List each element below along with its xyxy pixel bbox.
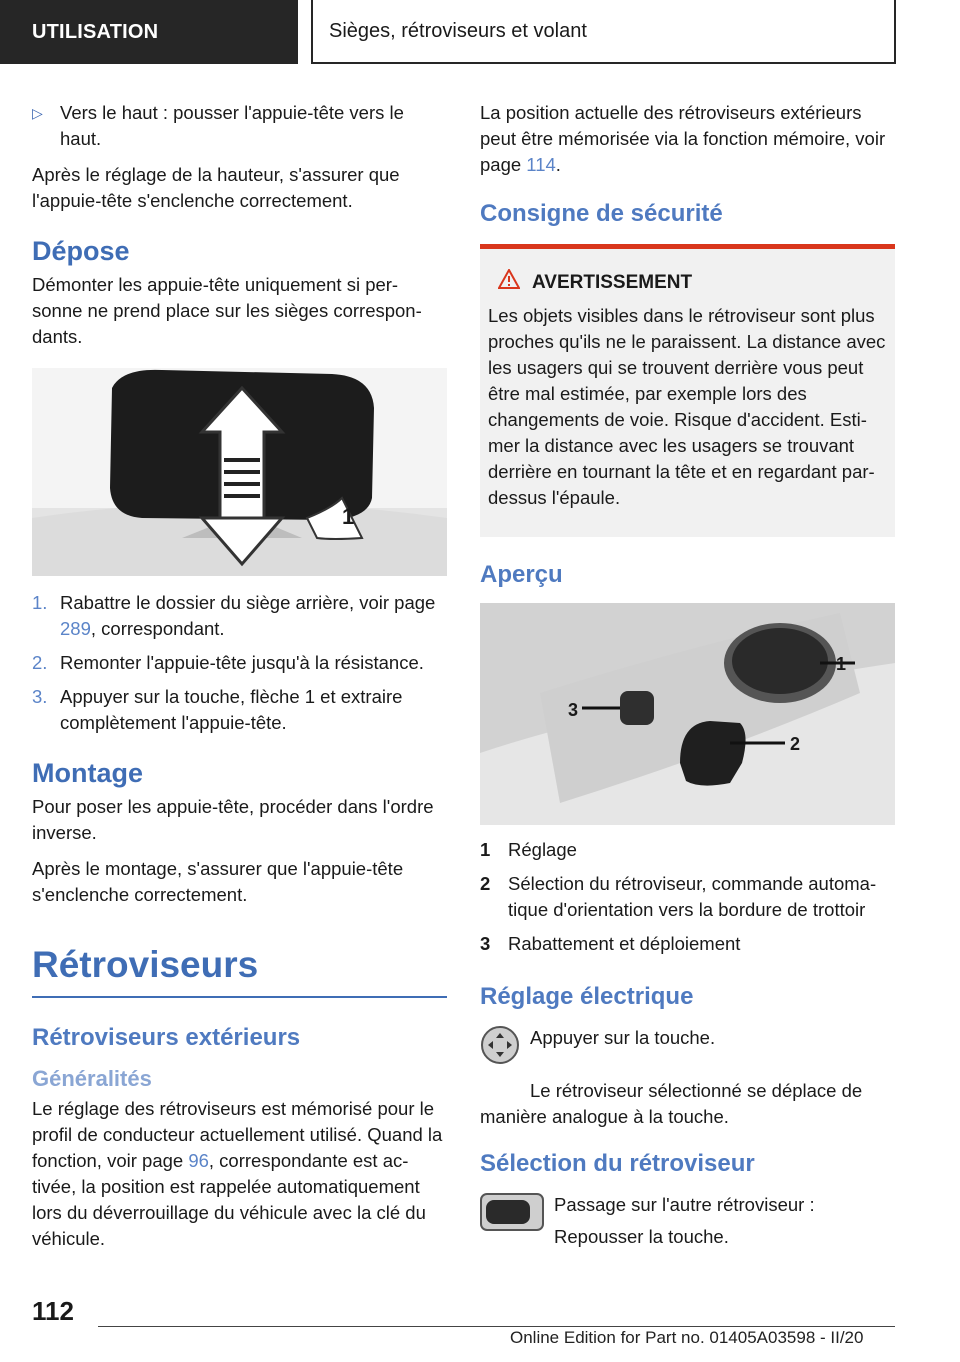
legend-list	[480, 837, 895, 957]
warning-title: AVERTISSEMENT	[532, 272, 693, 293]
reglage-step-1: Appuyer sur la touche.	[530, 1027, 716, 1048]
page-number: 112	[32, 1296, 74, 1326]
depose-text: Démonter les appuie-tête uniquement si per- sonne ne prend place sur les sièges correspon- dants.	[32, 274, 422, 347]
mirror-controls-illustration	[480, 603, 895, 825]
headrest-image	[32, 368, 447, 576]
heading-apercu: Aperçu	[480, 561, 563, 588]
list-item: 1 Réglage	[480, 839, 577, 860]
heading-montage: Montage	[32, 758, 143, 788]
montage-text-2: Après le montage, s'assurer que l'appuie-tête s'enclenche correctement.	[32, 858, 404, 905]
heading-selection: Sélection du rétroviseur	[480, 1150, 755, 1177]
list-item: 2. Remonter l'appuie-tête jusqu'à la résistance.	[32, 652, 424, 673]
generalites-text: Le réglage des rétroviseurs est mémorisé pour le profil de conducteur actuellement utilisé. Quand la fonction, voir page 96, correspondante est ac- tivée, la position est rappelée automatiquement lors du déverrouillage du véhicule avec la clé du véhicule.	[32, 1098, 443, 1249]
callout-3: 3	[568, 700, 579, 720]
memory-text: La position actuelle des rétroviseurs extérieurs peut être mémorisée via la fonction mémoire, voir page 114.	[480, 102, 886, 175]
headrest-callout-1: 1	[342, 504, 355, 529]
footer-divider	[98, 1326, 895, 1327]
page-link[interactable]: 289	[60, 618, 91, 639]
page-link[interactable]: 96	[188, 1150, 209, 1171]
bullet-item	[32, 100, 447, 152]
left-column	[32, 100, 447, 1262]
selection-step-1: Passage sur l'autre rétroviseur :	[554, 1194, 815, 1215]
page-link[interactable]: 114	[526, 154, 556, 175]
heading-retro-ext: Rétroviseurs extérieurs	[32, 1024, 301, 1051]
list-item: 1. Rabattre le dossier du siège arrière, voir page 289, correspondant.	[32, 592, 436, 639]
section-tab: UTILISATION	[0, 0, 298, 64]
selection-step-2: Repousser la touche.	[554, 1226, 729, 1247]
warning-text: Les objets visibles dans le rétroviseur sont plus proches qu'ils ne le paraissent. La distance avec les usagers qui se trouvent derrière vous peut être mal estimée, par exemple lors des changements de voie. Risque d'accident. Esti- mer la distance avec les usagers se trouvant derrière en tournant la tête et en regardant par- dessus l'épaule.	[488, 305, 886, 508]
triangle-bullet-icon: ▷	[32, 105, 43, 121]
right-column	[480, 100, 895, 1256]
heading-depose: Dépose	[32, 236, 130, 266]
list-item: 3. Appuyer sur la touche, flèche 1 et extraire complètement l'appuie-tête.	[32, 686, 403, 733]
edition-note: Online Edition for Part no. 01405A03598 - II/20	[510, 1328, 864, 1347]
heading-retroviseurs: Rétroviseurs	[32, 944, 447, 998]
warning-triangle-icon	[498, 269, 528, 297]
warning-box	[480, 244, 895, 537]
bullet-text: Vers le haut : pousser l'appuie-tête vers le haut.	[60, 102, 404, 149]
callout-1: 1	[836, 654, 847, 674]
heading-reglage: Réglage électrique	[480, 983, 694, 1010]
heading-generalites: Généralités	[32, 1066, 152, 1091]
height-note: Après le réglage de la hauteur, s'assurer que l'appuie-tête s'enclenche correctement.	[32, 164, 400, 211]
callout-2: 2	[790, 734, 801, 754]
montage-text-1: Pour poser les appuie-tête, procéder dans l'ordre inverse.	[32, 796, 434, 843]
list-item: 2 Sélection du rétroviseur, commande automa- tique d'orientation vers la bordure de trottoir	[480, 873, 877, 920]
heading-consigne: Consigne de sécurité	[480, 200, 723, 227]
headrest-illustration	[32, 368, 447, 576]
list-item: 3 Rabattement et déploiement	[480, 933, 741, 954]
mirror-controls-image	[480, 603, 895, 825]
mirror-joystick-icon	[480, 1025, 530, 1072]
mirror-selector-icon	[480, 1192, 554, 1250]
chapter-title: Sièges, rétroviseurs et volant	[311, 0, 896, 64]
steps-list	[32, 590, 447, 736]
reglage-step-2: Le rétroviseur sélectionné se déplace de manière analogue à la touche.	[480, 1080, 863, 1127]
